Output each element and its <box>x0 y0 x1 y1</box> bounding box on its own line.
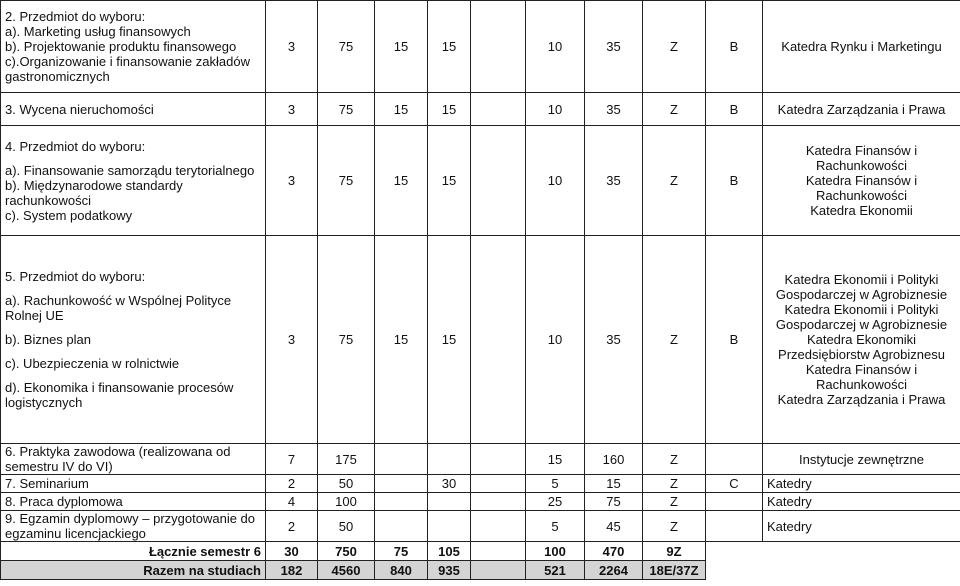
department-line: Katedra Ekonomii i Polityki Gospodarczej w Agrobiznesie <box>775 272 948 302</box>
subject-cell <box>1 511 266 542</box>
classes-cell <box>428 444 471 475</box>
classes-cell <box>428 511 471 542</box>
lab-cell <box>471 493 526 511</box>
lab-cell <box>471 236 526 444</box>
classes-cell: 15 <box>428 126 471 236</box>
department-cell <box>763 236 960 444</box>
lecture-cell: 15 <box>375 1 428 93</box>
classes-cell: 15 <box>428 93 471 126</box>
lecture-cell <box>375 444 428 475</box>
subject-cell <box>1 493 266 511</box>
classes-cell: 105 <box>428 542 471 561</box>
department-line: Katedry <box>767 476 812 491</box>
classes-cell: 935 <box>428 561 471 580</box>
other-cell: 10 <box>526 236 585 444</box>
lab-cell <box>471 1 526 93</box>
department-line: Katedra Finansów i Rachunkowości <box>805 362 918 392</box>
subject-line: b). Projektowanie produktu finansowego <box>5 39 237 54</box>
subject-line: 7. Seminarium <box>5 476 89 491</box>
total-hours-cell: 75 <box>318 236 375 444</box>
self-study-cell: 35 <box>585 126 643 236</box>
type-cell: B <box>706 1 763 93</box>
lecture-cell <box>375 475 428 493</box>
subject-line: 9. Egzamin dyplomowy – przygotowanie do egzaminu licencjackiego <box>5 511 256 541</box>
subject-cell <box>1 444 266 475</box>
department-line: Katedra Finansów i Rachunkowości <box>805 173 918 203</box>
spacer <box>5 154 261 163</box>
ects-cell: 3 <box>266 93 318 126</box>
other-cell: 10 <box>526 1 585 93</box>
total-hours-cell: 175 <box>318 444 375 475</box>
self-study-cell: 45 <box>585 511 643 542</box>
lecture-cell <box>375 511 428 542</box>
table-row <box>1 126 960 236</box>
form-cell: 18E/37Z <box>643 561 706 580</box>
lab-cell <box>471 444 526 475</box>
form-cell: Z <box>643 236 706 444</box>
table-body <box>1 1 960 580</box>
type-cell: C <box>706 475 763 493</box>
department-line: Katedry <box>767 494 812 509</box>
spacer <box>5 323 261 332</box>
lab-cell <box>471 475 526 493</box>
other-cell: 25 <box>526 493 585 511</box>
other-cell: 15 <box>526 444 585 475</box>
ects-cell: 3 <box>266 126 318 236</box>
summary-label: Razem na studiach <box>1 561 266 580</box>
classes-cell: 15 <box>428 236 471 444</box>
subject-line: 5. Przedmiot do wyboru: <box>5 269 146 284</box>
type-cell <box>706 511 763 542</box>
lab-cell <box>471 93 526 126</box>
lab-cell <box>471 561 526 580</box>
self-study-cell: 470 <box>585 542 643 561</box>
ects-cell: 2 <box>266 511 318 542</box>
summary-semester-row <box>1 542 960 561</box>
form-cell: Z <box>643 475 706 493</box>
lab-cell <box>471 542 526 561</box>
spacer <box>5 284 261 293</box>
total-hours-cell: 75 <box>318 1 375 93</box>
subject-line: c). System podatkowy <box>5 207 133 223</box>
subject-line: 2. Przedmiot do wyboru: <box>5 9 146 24</box>
classes-cell: 30 <box>428 475 471 493</box>
form-cell: Z <box>643 93 706 126</box>
other-cell: 10 <box>526 93 585 126</box>
self-study-cell: 35 <box>585 93 643 126</box>
department-line: Katedra Ekonomiki Przedsiębiorstw Agrobiznesu <box>778 332 945 362</box>
other-cell: 100 <box>526 542 585 561</box>
self-study-cell: 75 <box>585 493 643 511</box>
department-cell <box>763 475 960 493</box>
self-study-cell: 35 <box>585 236 643 444</box>
total-hours-cell: 750 <box>318 542 375 561</box>
other-cell: 5 <box>526 475 585 493</box>
table-row <box>1 475 960 493</box>
ects-cell: 2 <box>266 475 318 493</box>
department-line: Katedra Ekonomii i Polityki Gospodarczej w Agrobiznesie <box>775 302 948 332</box>
form-cell: Z <box>643 493 706 511</box>
ects-cell: 7 <box>266 444 318 475</box>
department-cell <box>763 1 960 93</box>
table-row <box>1 1 960 93</box>
department-line: Katedra Finansów i Rachunkowości <box>805 143 918 173</box>
department-cell <box>763 511 960 542</box>
department-line: Katedra Zarządzania i Prawa <box>777 101 946 117</box>
department-line: Katedra Rynku i Marketingu <box>781 39 942 54</box>
type-cell <box>706 493 763 511</box>
department-cell <box>763 561 960 580</box>
lecture-cell <box>375 493 428 511</box>
type-cell: B <box>706 236 763 444</box>
subject-line: a). Rachunkowość w Wspólnej Polityce Rolnej UE <box>5 293 232 323</box>
total-hours-cell: 50 <box>318 475 375 493</box>
department-cell <box>763 93 960 126</box>
table-row <box>1 511 960 542</box>
form-cell: Z <box>643 126 706 236</box>
lecture-cell: 840 <box>375 561 428 580</box>
ects-cell: 4 <box>266 493 318 511</box>
total-hours-cell: 75 <box>318 126 375 236</box>
ects-cell: 3 <box>266 1 318 93</box>
department-line: Katedry <box>767 518 812 534</box>
subject-line: 6. Praktyka zawodowa (realizowana od semestru IV do VI) <box>5 444 231 474</box>
form-cell: Z <box>643 511 706 542</box>
type-cell <box>706 542 763 561</box>
lab-cell <box>471 511 526 542</box>
type-cell <box>706 444 763 475</box>
lecture-cell: 15 <box>375 126 428 236</box>
form-cell: Z <box>643 1 706 93</box>
ects-cell: 182 <box>266 561 318 580</box>
lecture-cell: 15 <box>375 236 428 444</box>
subject-line: c). Ubezpieczenia w rolnictwie <box>5 356 180 371</box>
department-line: Instytucje zewnętrzne <box>798 451 924 467</box>
department-line: Katedra Ekonomii <box>810 203 913 218</box>
self-study-cell: 160 <box>585 444 643 475</box>
classes-cell: 15 <box>428 1 471 93</box>
subject-line: d). Ekonomika i finansowanie procesów logistycznych <box>5 380 234 410</box>
subject-line: a). Marketing usług finansowych <box>5 24 191 39</box>
other-cell: 521 <box>526 561 585 580</box>
type-cell: B <box>706 126 763 236</box>
subject-cell <box>1 1 266 93</box>
total-hours-cell: 50 <box>318 511 375 542</box>
other-cell: 5 <box>526 511 585 542</box>
total-hours-cell: 4560 <box>318 561 375 580</box>
classes-cell <box>428 493 471 511</box>
type-cell <box>706 561 763 580</box>
spacer <box>5 347 261 356</box>
summary-studies-row <box>1 561 960 580</box>
form-cell: 9Z <box>643 542 706 561</box>
self-study-cell: 15 <box>585 475 643 493</box>
ects-cell: 3 <box>266 236 318 444</box>
subject-cell <box>1 93 266 126</box>
subject-line: 3. Wycena nieruchomości <box>5 101 154 117</box>
total-hours-cell: 100 <box>318 493 375 511</box>
table-row <box>1 444 960 475</box>
lecture-cell: 15 <box>375 93 428 126</box>
ects-cell: 30 <box>266 542 318 561</box>
department-cell <box>763 542 960 561</box>
subject-line: 8. Praca dyplomowa <box>5 494 123 509</box>
subject-cell <box>1 126 266 236</box>
table-row <box>1 236 960 444</box>
subject-line: 4. Przedmiot do wyboru: <box>5 138 146 154</box>
subject-line: b). Biznes plan <box>5 332 91 347</box>
department-line: Katedra Zarządzania i Prawa <box>777 392 946 407</box>
lecture-cell: 75 <box>375 542 428 561</box>
self-study-cell: 2264 <box>585 561 643 580</box>
table-row <box>1 93 960 126</box>
department-cell <box>763 444 960 475</box>
summary-label: Łącznie semestr 6 <box>1 542 266 561</box>
type-cell: B <box>706 93 763 126</box>
subject-cell <box>1 236 266 444</box>
department-cell <box>763 493 960 511</box>
self-study-cell: 35 <box>585 1 643 93</box>
total-hours-cell: 75 <box>318 93 375 126</box>
form-cell: Z <box>643 444 706 475</box>
subject-line: b). Międzynarodowe standardy rachunkowości <box>5 177 183 208</box>
spacer <box>5 371 261 380</box>
department-cell <box>763 126 960 236</box>
lab-cell <box>471 126 526 236</box>
subject-cell <box>1 475 266 493</box>
subject-line: a). Finansowanie samorządu terytorialnego <box>5 162 255 178</box>
other-cell: 10 <box>526 126 585 236</box>
subject-line: c).Organizowanie i finansowanie zakładów gastronomicznych <box>5 54 250 84</box>
table-row <box>1 493 960 511</box>
